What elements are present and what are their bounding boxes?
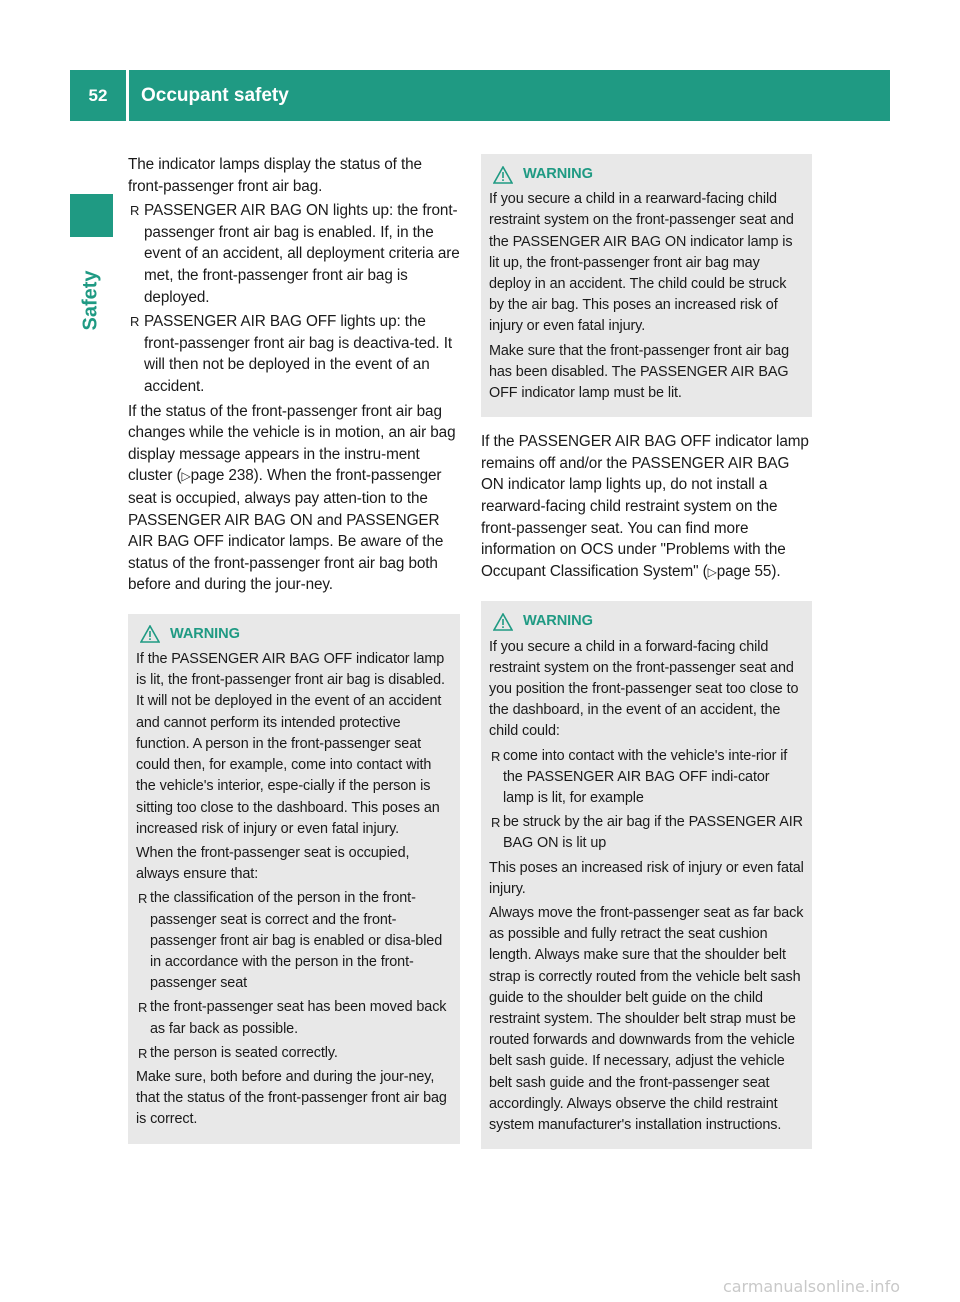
warning-text: Make sure, both before and during the jour-ney, that the status of the front-passenger front air bag is correct. xyxy=(136,1068,447,1128)
list-item: R the person is seated correctly. xyxy=(136,1043,452,1064)
list-item: R PASSENGER AIR BAG ON lights up: the front-passenger front air bag is enabled. If, in the event of an accident, all deployment criteria are met, the front-passenger front air bag is deployed. xyxy=(130,202,460,306)
bullet-icon: R xyxy=(138,891,148,907)
warning-header xyxy=(489,611,804,632)
warning-triangle-icon xyxy=(140,625,160,643)
bullet-icon: R xyxy=(138,1045,148,1061)
warning-text: When the front-passenger seat is occupied, always ensure that: xyxy=(136,844,410,883)
watermark: carmanualsonline.info xyxy=(722,1277,900,1296)
ocs-paragraph: If the PASSENGER AIR BAG OFF indicator lamp remains off and/or the PASSENGER AIR BAG ON indicator lamp lights up, do not install a rearward-facing child restraint system on the front-passenger seat. You can find more information on OCS under "Problems with the Occupant Classification System" (▷page 55). xyxy=(481,433,809,580)
intro-paragraph: The indicator lamps display the status of the front-passenger front air bag. xyxy=(128,156,422,195)
section-marker xyxy=(70,194,113,237)
chapter-title: Occupant safety xyxy=(141,85,289,106)
page-reference-arrow-icon: ▷ xyxy=(181,469,191,484)
warning-text: Make sure that the front-passenger front air bag has been disabled. The PASSENGER AIR BAG OFF indicator lamp must be lit. xyxy=(489,342,789,402)
warning-bullet-list xyxy=(136,888,452,1064)
warning-title: WARNING xyxy=(523,166,593,182)
section-label: Safety xyxy=(80,270,102,331)
list-item: R be struck by the air bag if the PASSENGER AIR BAG ON is lit up xyxy=(491,814,803,852)
warning-triangle-icon xyxy=(493,613,513,631)
warning-box xyxy=(481,154,812,417)
bullet-icon: R xyxy=(130,203,140,219)
warning-box xyxy=(128,614,460,1144)
warning-box xyxy=(481,601,812,1149)
warning-text: If the PASSENGER AIR BAG OFF indicator lamp is lit, the front-passenger front air bag is disabled. It will not be deployed in the event of an accident and cannot perform its intended protective function. A person in the front-passenger seat could then, for example, come into contact with the vehicle's interior, espe-cially if the person is sitting too close to the dashboard. This poses an increased risk of injury or even fatal injury. xyxy=(136,651,445,837)
bullet-icon: R xyxy=(138,1000,148,1016)
list-item: R PASSENGER AIR BAG OFF lights up: the front-passenger front air bag is deactiva-ted. It will then not be deployed in the event of an accident. xyxy=(130,313,452,395)
warning-text: This poses an increased risk of injury or even fatal injury. xyxy=(489,859,804,897)
warning-header xyxy=(489,164,804,185)
warning-title: WARNING xyxy=(170,625,240,642)
right-column xyxy=(481,154,812,1163)
bullet-icon: R xyxy=(491,748,501,764)
warning-bullet-list xyxy=(489,746,804,855)
status-change-paragraph: If the status of the front-passenger front air bag changes while the vehicle is in motion, an air bag display message appears in the instru-ment cluster (▷page 238). When the front-passenger seat is occupied, always pay atten-tion to the PASSENGER AIR BAG ON and PASSENGER AIR BAG OFF indicator lamps. Be aware of the status of the front-passenger front air bag both before and during the jour-ney. xyxy=(128,402,456,594)
page-number: 52 xyxy=(88,85,108,105)
warning-triangle-icon xyxy=(493,166,513,184)
list-item: R the classification of the person in the front-passenger seat is correct and the front-passenger front air bag is enabled or disa-bled in accordance with the person in the front-passenger seat xyxy=(138,890,443,992)
status-bullet-list xyxy=(128,200,460,397)
warning-text: If you secure a child in a forward-facing child restraint system on the front-passenger seat and you position the front-passenger seat too close to the dashboard, in the event of an accident, the child could: xyxy=(489,638,799,740)
warning-text: If you secure a child in a rearward-facing child restraint system on the front-passenger seat and the PASSENGER AIR BAG ON indicator lamp is lit up, the front-passenger front air bag may deploy in an accident. The child could be struck by the air bag. This poses an increased risk of injury or even fatal injury. xyxy=(489,191,794,335)
list-item: R the front-passenger seat has been moved back as far back as possible. xyxy=(138,999,447,1037)
header-divider xyxy=(126,70,129,121)
page-reference-arrow-icon: ▷ xyxy=(707,564,717,579)
warning-text: Always move the front-passenger seat as far back as possible and fully retract the seat cushion length. Always make sure that the shoulder belt strap is correctly routed from the vehicle belt sash guide to the shoulder belt guide on the child restraint system. The shoulder belt strap must be routed forwards and downwards from the vehicle belt sash guide. If necessary, adjust the vehicle belt sash guide and the front-passenger seat accordingly. Always observe the child restraint system manufacturer's installation instructions. xyxy=(489,905,804,1134)
section-tab xyxy=(70,250,113,340)
bullet-icon: R xyxy=(130,314,140,330)
list-item: R come into contact with the vehicle's inte-rior if the PASSENGER AIR BAG OFF indi-cator lamp is lit, for example xyxy=(491,747,788,807)
bullet-icon: R xyxy=(491,815,501,831)
left-column xyxy=(128,154,460,1158)
page-reference-link[interactable]: page 55 xyxy=(716,562,772,580)
page-reference-link[interactable]: page 238 xyxy=(190,467,254,485)
warning-header xyxy=(136,624,452,645)
warning-title: WARNING xyxy=(523,613,593,630)
